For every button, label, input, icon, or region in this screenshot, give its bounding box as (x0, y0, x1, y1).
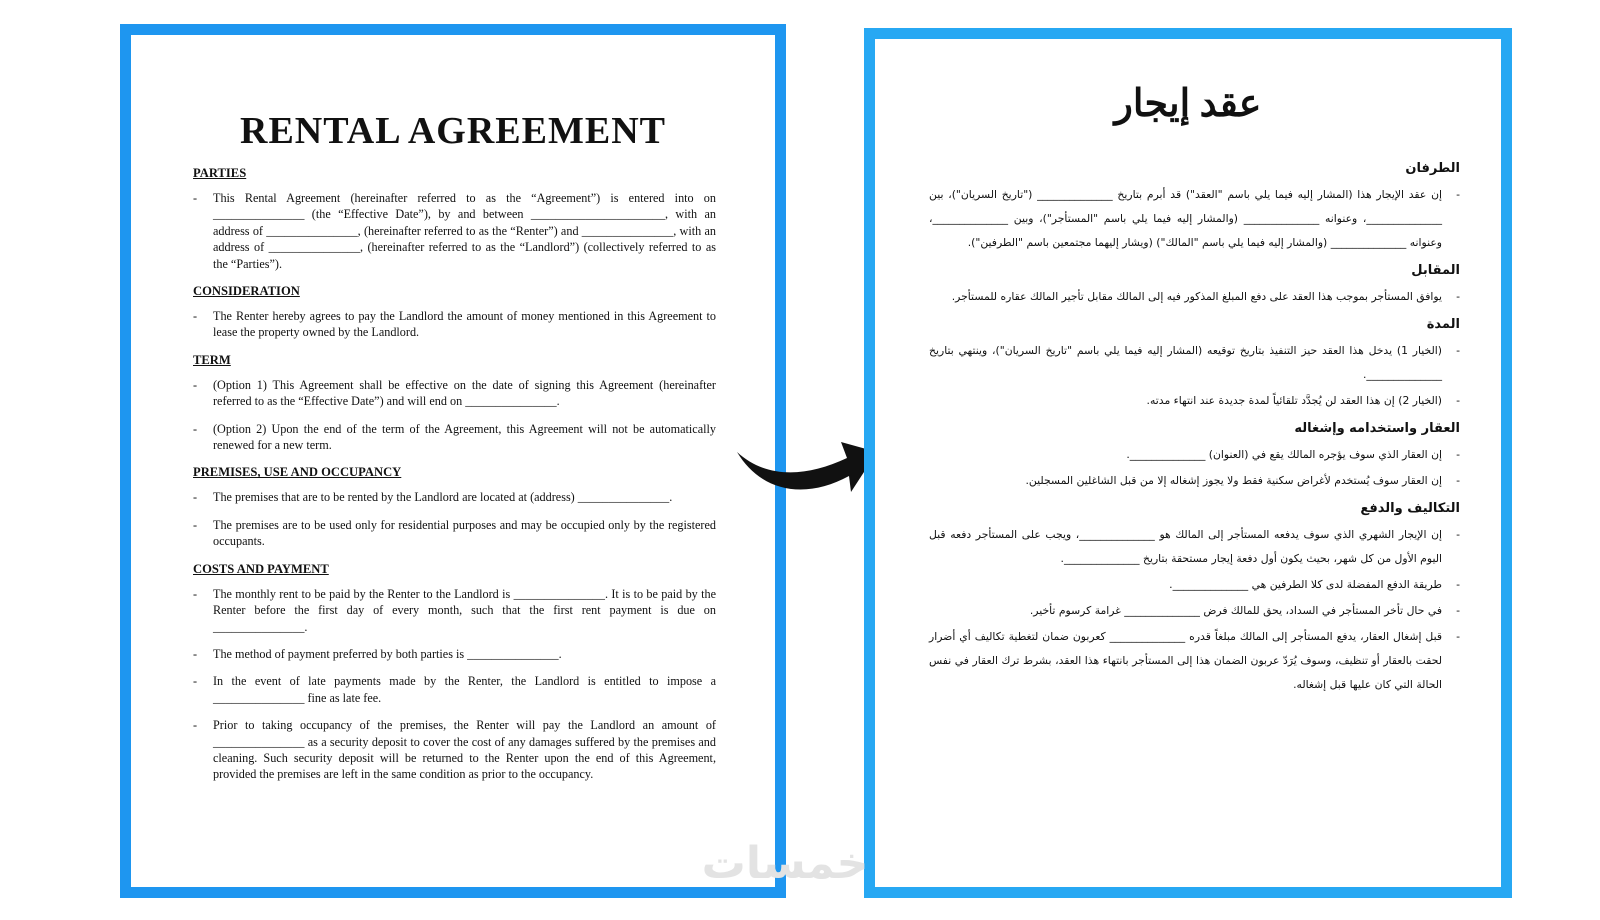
arabic-heading-costs: التكاليف والدفع (1360, 501, 1460, 516)
arabic-clause-security-deposit: - قبل إشغال العقار، يدفع المستأجر إلى المالك مبلغاً قدره ______________ كعربون ضمان لتغطية تكاليف أي أضرار لحقت بالعقار أو تنظيف، وسوف يُرَدّ عربون الضمان هذا إلى المستأجر بانتهاء هذا العقد، بشرط ترك العقار في نفس الحالة التي كان عليها قبل إشغاله. (929, 625, 1460, 697)
clause-premises-address: - The premises that are to be rented by the Landlord are located at (address) _______________. (193, 489, 716, 505)
clause-premises-use: - The premises are to be used only for residential purposes and may be occupied only by the registered occupants. (193, 517, 716, 550)
clause-payment-method: - The method of payment preferred by both parties is _______________. (193, 646, 716, 662)
arabic-heading-term: المدة (1426, 317, 1460, 332)
clause-term-option-2: - (Option 2) Upon the end of the term of the Agreement, this Agreement will not be automatically renewed for a new term. (193, 421, 716, 454)
arabic-document-page (864, 28, 1512, 898)
section-heading-premises: PREMISES, USE AND OCCUPANCY (193, 465, 402, 480)
arabic-clause-parties: - إن عقد الإيجار هذا (المشار إليه فيما يلي باسم "العقد") قد أبرم بتاريخ ______________ ("تاريخ السريان")، بين ______________، وعنوانه ______________ (والمشار إليه فيما يلي باسم "المستأجر")، وبين ______________، وعنوانه ______________ (والمشار إليه فيما يلي باسم "المالك") (ويشار إليهما مجتمعين باسم "الطرفين"). (929, 183, 1460, 255)
arabic-clause-premises-use: - إن العقار سوف يُستخدم لأغراض سكنية فقط ولا يجوز إشغاله إلا من قبل الشاغلين المسجلين. (929, 469, 1460, 493)
arabic-clause-term-option-1: - (الخيار 1) يدخل هذا العقد حيز التنفيذ بتاريخ توقيعه (المشار إليه فيما يلي باسم "تاريخ السريان")، وينتهي بتاريخ ______________. (929, 339, 1460, 387)
curved-arrow-icon (735, 420, 885, 510)
watermark-logo: خمسات (701, 838, 869, 889)
arabic-clause-consideration: - يوافق المستأجر بموجب هذا العقد على دفع المبلغ المذكور فيه إلى المالك مقابل تأجير المالك عقاره للمستأجر. (929, 285, 1460, 309)
section-heading-costs: COSTS AND PAYMENT (193, 561, 329, 576)
clause-late-fee: - In the event of late payments made by the Renter, the Landlord is entitled to impose a _______________ fine as late fee. (193, 673, 716, 706)
arabic-clause-monthly-rent: - إن الإيجار الشهري الذي سوف يدفعه المستأجر إلى المالك هو ______________، ويجب على المستأجر دفعه قبل اليوم الأول من كل شهر، بحيث يكون أول دفعة إيجار مستحقة بتاريخ ______________. (929, 523, 1460, 571)
arabic-clause-premises-address: - إن العقار الذي سوف يؤجره المالك يقع في (العنوان) ______________. (929, 443, 1460, 467)
clause-security-deposit: - Prior to taking occupancy of the premises, the Renter will pay the Landlord an amount of _______________ as a security deposit to cover the cost of any damages suffered by the premises and cleaning. Such security deposit will be returned to the Renter upon the end of this Agreement, provided the premises are left in the same condition as prior to the occupancy. (193, 717, 716, 783)
arabic-title: عقد إيجار (1114, 83, 1262, 125)
arabic-clause-term-option-2: - (الخيار 2) إن هذا العقد لن يُجدَّد تلقائياً لمدة جديدة عند انتهاء مدته. (929, 389, 1460, 413)
arabic-clause-payment-method: - طريقة الدفع المفضلة لدى كلا الطرفين هي ______________. (929, 573, 1460, 597)
section-heading-term: TERM (193, 352, 231, 367)
section-heading-parties: PARTIES (193, 166, 247, 180)
english-body (193, 165, 716, 794)
arabic-clause-late-fee: - في حال تأخر المستأجر في السداد، يحق للمالك فرض ______________ غرامة كرسوم تأخير. (929, 599, 1460, 623)
english-title: RENTAL AGREEMENT (240, 110, 666, 152)
clause-monthly-rent: - The monthly rent to be paid by the Renter to the Landlord is _______________. It is to be paid by the Renter before the first day of every month, such that the first rent payment is due on _______________. (193, 586, 716, 635)
arabic-body (929, 159, 1460, 699)
english-document-page (120, 24, 786, 898)
arabic-heading-parties: الطرفان (1405, 161, 1460, 176)
clause-consideration: - The Renter hereby agrees to pay the Landlord the amount of money mentioned in this Agreement to lease the property owned by the Landlord. (193, 308, 716, 341)
clause-term-option-1: - (Option 1) This Agreement shall be effective on the date of signing this Agreement (hereinafter referred to as the “Effective Date”) and will end on _______________. (193, 377, 716, 410)
arabic-heading-consideration: المقابل (1411, 263, 1460, 278)
section-heading-consideration: CONSIDERATION (193, 284, 300, 299)
clause-parties: - This Rental Agreement (hereinafter referred to as the “Agreement”) is entered into on _______________ (the “Effective Date”), by and between ______________________, with an address of _______________, (hereinafter referred to as the “Renter”) and _______________, with an address of _______________, (hereinafter referred to as the “Landlord”) (collectively referred to as the “Parties”). (193, 190, 716, 272)
arabic-heading-premises: العقار واستخدامه وإشغاله (1294, 421, 1460, 436)
